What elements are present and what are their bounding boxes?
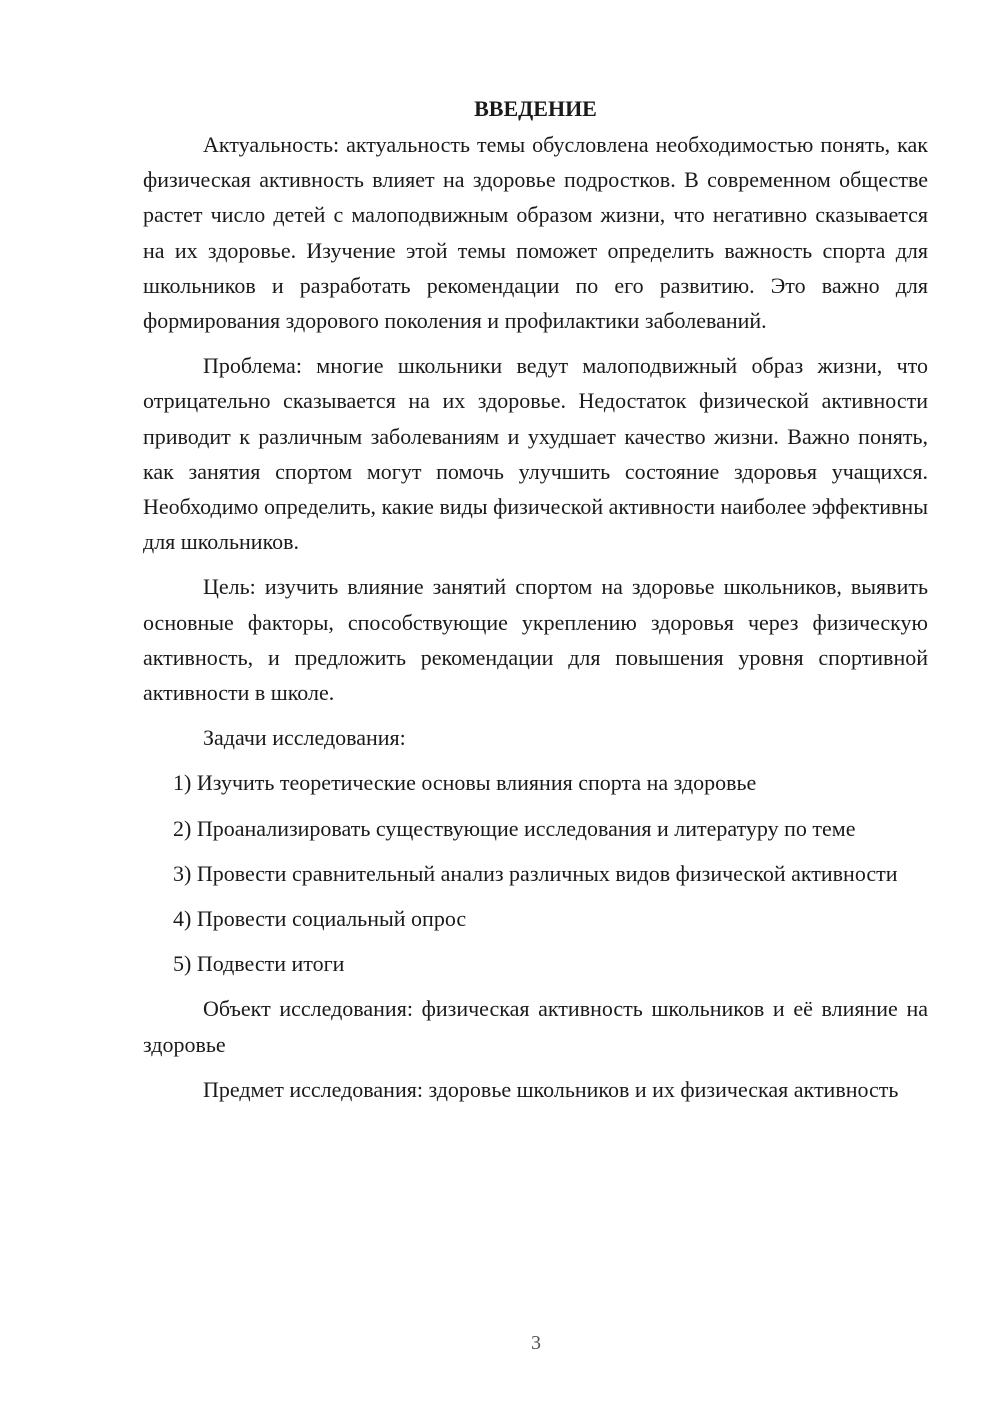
tasks-heading: Задачи исследования:	[203, 725, 406, 751]
task-item-4: 4) Провести социальный опрос	[173, 906, 467, 932]
task-item-5: 5) Подвести итоги	[173, 951, 345, 977]
task-item-2: 2) Проанализировать существующие исследования и литературу по теме	[173, 815, 856, 841]
page-title: ВВЕДЕНИЕ	[474, 96, 597, 121]
relevance-paragraph: Актуальность: актуальность темы обусловлена необходимостью понять, как физическая активность влияет на здоровье подростков. В современном обществе растет число детей с малоподвижным образом жизни, что негативно сказывается на их здоровье. Изучение этой темы поможет определить важность спорта для школьников и разработать рекомендации по его развитию. Это важно для формирования здорового поколения и профилактики заболеваний.	[143, 132, 928, 334]
page-content	[143, 94, 928, 1117]
object-paragraph: Объект исследования: физическая активность школьников и её влияние на здоровье	[143, 996, 928, 1057]
task-item-1: 1) Изучить теоретические основы влияния спорта на здоровье	[173, 770, 757, 796]
goal-paragraph: Цель: изучить влияние занятий спортом на здоровье школьников, выявить основные факторы, способствующие укреплению здоровья через физическую активность, и предложить рекомендации для повышения уровня спортивной активности в школе.	[143, 574, 928, 706]
subject-paragraph: Предмет исследования: здоровье школьников и их физическая активность	[203, 1076, 899, 1102]
task-item-3: 3) Провести сравнительный анализ различных видов физической активности	[173, 860, 898, 886]
page-number: 3	[531, 1332, 541, 1354]
problem-paragraph: Проблема: многие школьники ведут малоподвижный образ жизни, что отрицательно сказывается на их здоровье. Недостаток физической активности приводит к различным заболеваниям и ухудшает качество жизни. Важно понять, как занятия спортом могут помочь улучшить состояние здоровья учащихся. Необходимо определить, какие виды физической активности наиболее эффективны для школьников.	[143, 353, 928, 555]
